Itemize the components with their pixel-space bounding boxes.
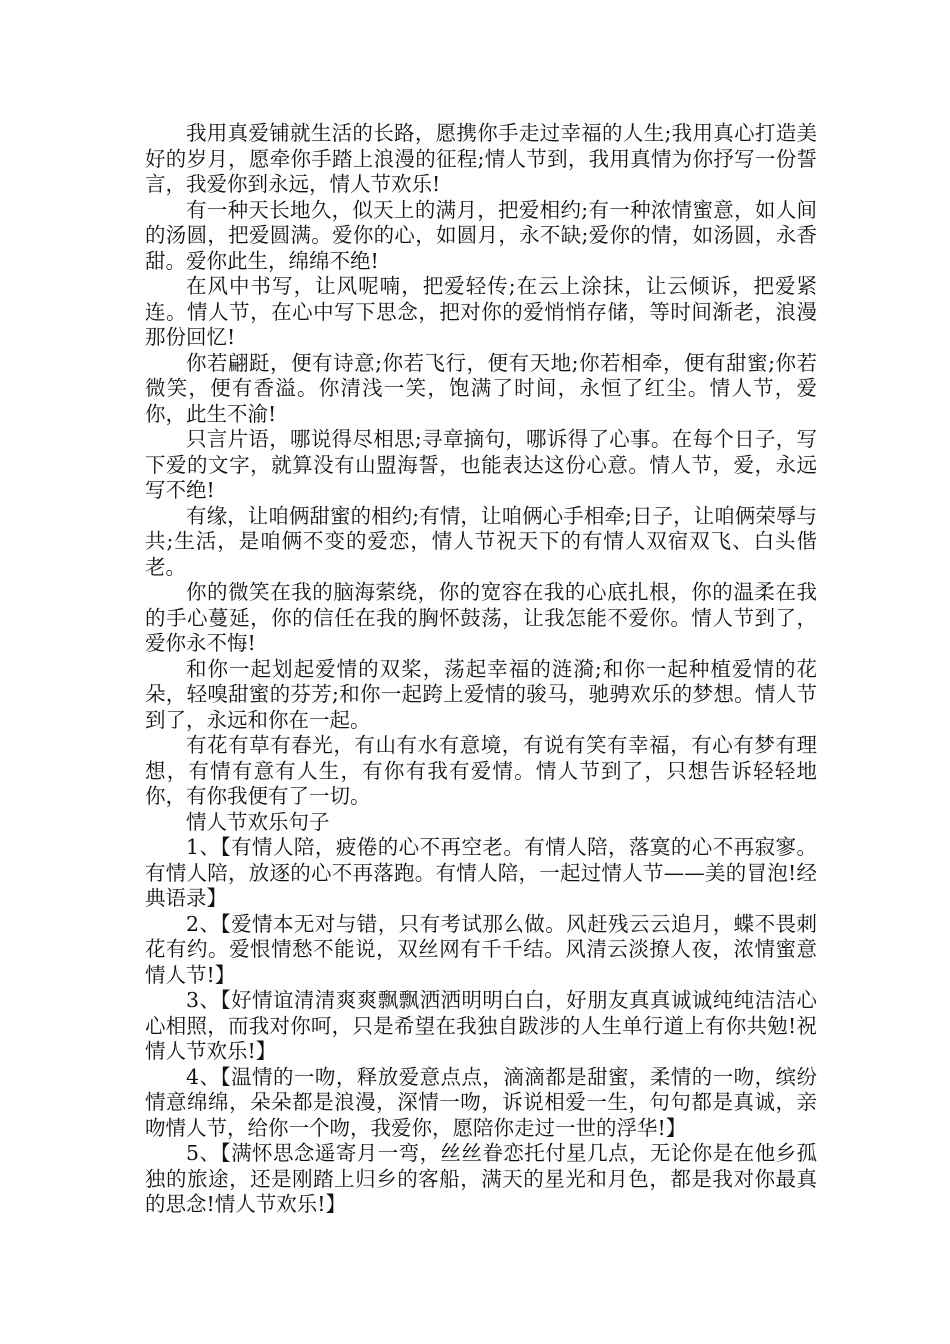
numbered-item: 1、【有情人陪，疲倦的心不再空老。有情人陪，落寞的心不再寂寥。有情人陪，放逐的心不再落跑。有情人陪，一起过情人节——美的冒泡!经典语录】: [145, 835, 817, 910]
numbered-item: 4、【温情的一吻，释放爱意点点，滴滴都是甜蜜，柔情的一吻，缤纷情意绵绵，朵朵都是浪漫，深情一吻，诉说相爱一生，句句都是真诚，亲吻情人节，给你一个吻，我爱你，愿陪你走过一世的浮华!】: [145, 1064, 817, 1140]
paragraph: 有缘，让咱俩甜蜜的相约;有情，让咱俩心手相牵;日子，让咱俩荣辱与共;生活，是咱俩不变的爱恋，情人节祝天下的有情人双宿双飞、白头偕老。: [145, 503, 817, 579]
paragraph: 我用真爱铺就生活的长路，愿携你手走过幸福的人生;我用真心打造美好的岁月，愿牵你手踏上浪漫的征程;情人节到，我用真情为你抒写一份誓言，我爱你到永远，情人节欢乐!: [145, 121, 817, 196]
paragraph: 只言片语，哪说得尽相思;寻章摘句，哪诉得了心事。在每个日子，写下爱的文字，就算没有山盟海誓，也能表达这份心意。情人节，爱，永远写不绝!: [145, 427, 817, 502]
numbered-item: 5、【满怀思念遥寄月一弯，丝丝眷恋托付星几点，无论你是在他乡孤独的旅途，还是刚踏上归乡的客船，满天的星光和月色，都是我对你最真的思念!情人节欢乐!】: [145, 1141, 817, 1216]
paragraph: 在风中书写，让风呢喃，把爱轻传;在云上涂抹，让云倾诉，把爱紧连。情人节，在心中写下思念，把对你的爱悄悄存储，等时间渐老，浪漫那份回忆!: [145, 274, 817, 349]
paragraph: 你若翩跹，便有诗意;你若飞行，便有天地;你若相牵，便有甜蜜;你若微笑，便有香溢。你清浅一笑，饱满了时间，永恒了红尘。情人节，爱你，此生不渝!: [145, 350, 817, 426]
numbered-item: 3、【好情谊清清爽爽飘飘洒洒明明白白，好朋友真真诚诚纯纯洁洁心心相照，而我对你呵，只是希望在我独自跋涉的人生单行道上有你共勉!祝情人节欢乐!】: [145, 988, 817, 1063]
paragraph: 有一种天长地久，似天上的满月，把爱相约;有一种浓情蜜意，如人间的汤圆，把爱圆满。爱你的心，如圆月，永不缺;爱你的情，如汤圆，永香甜。爱你此生，绵绵不绝!: [145, 197, 817, 273]
document-body: [145, 121, 817, 1218]
paragraph: 和你一起划起爱情的双桨，荡起幸福的涟漪;和你一起种植爱情的花朵，轻嗅甜蜜的芬芳;和你一起跨上爱情的骏马，驰骋欢乐的梦想。情人节到了，永远和你在一起。: [145, 656, 817, 732]
paragraph: 有花有草有春光，有山有水有意境，有说有笑有幸福，有心有梦有理想，有情有意有人生，有你有我有爱情。情人节到了，只想告诉轻轻地你，有你我便有了一切。: [145, 733, 817, 808]
section-heading: 情人节欢乐句子: [186, 809, 330, 834]
numbered-item: 2、【爱情本无对与错，只有考试那么做。风赶残云云追月，蝶不畏刺花有约。爱恨情愁不能说，双丝网有千千结。风清云淡撩人夜，浓情蜜意情人节!】: [145, 911, 817, 987]
paragraph: 你的微笑在我的脑海萦绕，你的宽容在我的心底扎根，你的温柔在我的手心蔓延，你的信任在我的胸怀鼓荡，让我怎能不爱你。情人节到了，爱你永不悔!: [145, 580, 817, 655]
